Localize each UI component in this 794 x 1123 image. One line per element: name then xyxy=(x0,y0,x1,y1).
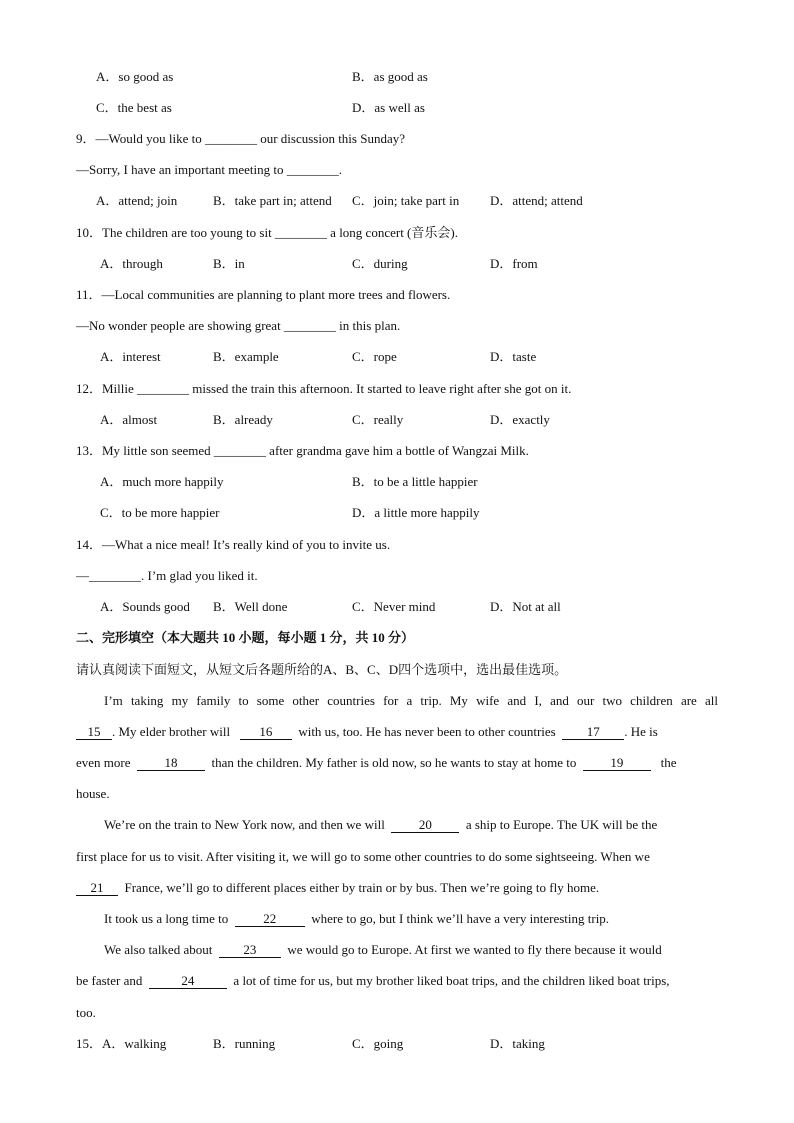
q12-option-b: B．already xyxy=(213,412,273,427)
q10-option-a: A．through xyxy=(100,256,163,271)
passage-text: . He is xyxy=(624,724,658,739)
q14-line2: —________. I’m glad you liked it. xyxy=(76,568,258,583)
q10-option-b: B．in xyxy=(213,256,245,271)
blank-22: 22 xyxy=(235,912,305,927)
passage-text: we would go to Europe. At first we wanted to fly there because it would xyxy=(287,942,662,957)
q13-stem: 13．My little son seemed ________ after grandma gave him a bottle of Wangzai Milk. xyxy=(76,443,529,458)
passage-text: with us, too. He has never been to other countries xyxy=(298,724,556,739)
passage-p1-line1 xyxy=(104,693,718,709)
passage-text: even more xyxy=(76,755,131,770)
q9-option-a: A．attend; join xyxy=(96,193,178,208)
passage-p1-line4: house. xyxy=(76,786,110,801)
passage-p2-line2: first place for us to visit. After visiting it, we will go to some other countries to do some sightseeing. When we xyxy=(76,849,650,864)
q12-option-c: C．really xyxy=(352,412,404,427)
q12-option-d: D．exactly xyxy=(490,412,550,427)
q15-option-c: C．going xyxy=(352,1036,404,1051)
q15-option-b: B．running xyxy=(213,1036,276,1051)
q13-option-a: A．much more happily xyxy=(100,474,224,489)
passage-text: a ship to Europe. The UK will be the xyxy=(465,817,658,832)
q9-option-c: C．join; take part in xyxy=(352,193,460,208)
q10-option-c: C．during xyxy=(352,256,408,271)
blank-19: 19 xyxy=(583,756,651,771)
passage-p1-line2 xyxy=(76,724,658,740)
q8-option-a: A．so good as xyxy=(96,69,174,84)
section-instruction: 请认真阅读下面短文，从短文后各题所给的A、B、C、D四个选项中，选出最佳选项。 xyxy=(76,662,568,677)
section-heading: 二、完形填空（本大题共 10 小题，每小题 1 分，共 10 分） xyxy=(76,630,415,645)
q11-stem: 11．—Local communities are planning to plant more trees and flowers. xyxy=(76,287,451,302)
passage-p4-line3: too. xyxy=(76,1005,96,1020)
q13-option-d: D．a little more happily xyxy=(352,505,480,520)
q9-option-d: D．attend; attend xyxy=(490,193,583,208)
blank-15: 15 xyxy=(76,725,112,740)
passage-text: France, we’ll go to different places either by train or by bus. Then we’re going to fly home. xyxy=(124,880,600,895)
q11-option-c: C．rope xyxy=(352,349,397,364)
blank-18: 18 xyxy=(137,756,205,771)
passage-p4-line2 xyxy=(76,973,670,989)
passage-text: a lot of time for us, but my brother liked boat trips, and the children liked boat trips, xyxy=(233,973,670,988)
q14-option-d: D．Not at all xyxy=(490,599,561,614)
q8-option-b: B．as good as xyxy=(352,69,428,84)
q10-option-d: D．from xyxy=(490,256,538,271)
passage-p3-line1 xyxy=(104,911,609,927)
q10-stem: 10．The children are too young to sit ________ a long concert (音乐会). xyxy=(76,225,458,240)
q12-stem: 12．Millie ________ missed the train this afternoon. It started to leave right after she got on it. xyxy=(76,381,572,396)
passage-p1-line3 xyxy=(76,755,677,771)
passage-text: It took us a long time to xyxy=(104,911,229,926)
q15-option-a: 15．A．walking xyxy=(76,1036,167,1051)
passage-p4-line1 xyxy=(104,942,662,958)
q9-stem: 9．—Would you like to ________ our discussion this Sunday? xyxy=(76,131,405,146)
passage-text: . My elder brother will xyxy=(112,724,231,739)
q11-option-d: D．taste xyxy=(490,349,537,364)
blank-24: 24 xyxy=(149,974,227,989)
blank-20: 20 xyxy=(391,818,459,833)
passage-text: We’re on the train to New York now, and then we will xyxy=(104,817,385,832)
q9-line2: —Sorry, I have an important meeting to ________. xyxy=(76,162,342,177)
q11-option-b: B．example xyxy=(213,349,279,364)
q13-option-b: B．to be a little happier xyxy=(352,474,478,489)
q14-stem: 14．—What a nice meal! It’s really kind of you to invite us. xyxy=(76,537,391,552)
passage-text: We also talked about xyxy=(104,942,213,957)
q14-option-b: B．Well done xyxy=(213,599,288,614)
q12-option-a: A．almost xyxy=(100,412,158,427)
passage-text: be faster and xyxy=(76,973,143,988)
passage-p2-line3 xyxy=(76,880,599,896)
q14-option-a: A．Sounds good xyxy=(100,599,190,614)
passage-text: where to go, but I think we’ll have a very interesting trip. xyxy=(311,911,610,926)
passage-text: the xyxy=(660,755,677,770)
q14-option-c: C．Never mind xyxy=(352,599,436,614)
q8-option-c: C．the best as xyxy=(96,100,172,115)
passage-text: I’m taking my family to some other countries for a trip. My wife and I, and our two children are all xyxy=(104,693,718,708)
q13-option-c: C．to be more happier xyxy=(100,505,220,520)
q11-line2: —No wonder people are showing great ________ in this plan. xyxy=(76,318,401,333)
passage-p2-line1 xyxy=(104,817,657,833)
q11-option-a: A．interest xyxy=(100,349,161,364)
passage-text: than the children. My father is old now, so he wants to stay at home to xyxy=(211,755,577,770)
q8-option-d: D．as well as xyxy=(352,100,425,115)
blank-16: 16 xyxy=(240,725,292,740)
blank-23: 23 xyxy=(219,943,281,958)
q9-option-b: B．take part in; attend xyxy=(213,193,332,208)
q15-option-d: D．taking xyxy=(490,1036,545,1051)
blank-17: 17 xyxy=(562,725,624,740)
blank-21: 21 xyxy=(76,881,118,896)
